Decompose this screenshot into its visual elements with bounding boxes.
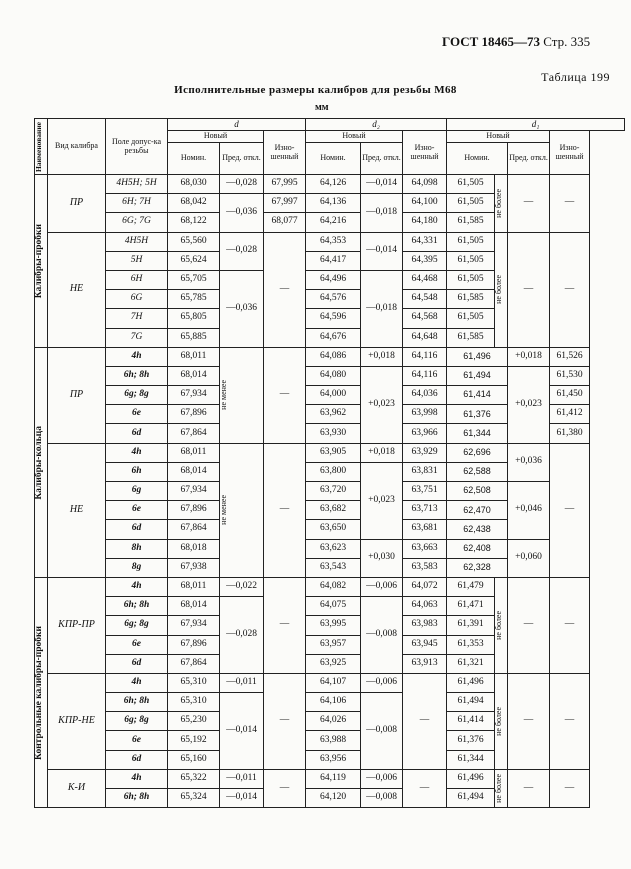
- d2-nom-cell: 63,988: [306, 731, 361, 750]
- limit-note: не более: [495, 577, 508, 673]
- d-nom-cell: 68,018: [168, 539, 220, 558]
- d-worn-cell: —: [264, 769, 306, 807]
- d1-nom-cell: 61,585: [447, 328, 495, 347]
- tolerance-cell: 6g; 8g: [106, 712, 168, 731]
- d-nom-cell: 68,011: [168, 443, 220, 462]
- d1-nom-cell: 61,505: [447, 194, 495, 213]
- gauge-kind: НЕ: [48, 443, 106, 577]
- d2-nom-cell: 64,026: [306, 712, 361, 731]
- d1-tol-cell: +0,018: [508, 347, 550, 366]
- d-nom-cell: 65,885: [168, 328, 220, 347]
- gauge-kind: КПР-ПР: [48, 577, 106, 673]
- d1-nom-cell: 61,496: [447, 769, 495, 788]
- d2-worn-cell: 64,568: [403, 309, 447, 328]
- col-d-header: d: [168, 119, 306, 131]
- d2-tol-cell: —0,018: [361, 194, 403, 232]
- tolerance-cell: 6d: [106, 654, 168, 673]
- d-nom-cell: 67,864: [168, 520, 220, 539]
- d2-worn-cell: 63,713: [403, 501, 447, 520]
- d2-nom-cell: 63,957: [306, 635, 361, 654]
- d1-nom-cell: 61,494: [447, 693, 495, 712]
- d-nom-cell: 68,030: [168, 175, 220, 194]
- d1-tol-cell: +0,036: [508, 443, 550, 481]
- d1-worn-header: Изно-шенный: [550, 131, 590, 175]
- d-tol-cell: —0,028: [220, 597, 264, 674]
- limit-note: не менее: [220, 347, 264, 443]
- d-nom-cell: 65,324: [168, 789, 220, 808]
- tolerance-cell: 6G: [106, 290, 168, 309]
- tolerance-cell: 6d: [106, 424, 168, 443]
- tolerance-cell: 8g: [106, 558, 168, 577]
- d2-worn-cell: 64,468: [403, 270, 447, 289]
- d2-tol-cell: —0,014: [361, 175, 403, 194]
- d2-tol-cell: —0,008: [361, 789, 403, 808]
- d2-tol-cell: —0,006: [361, 673, 403, 692]
- d2-worn-cell: —: [403, 769, 447, 807]
- table-row: [35, 539, 625, 558]
- limit-note: не более: [495, 232, 508, 347]
- d2-tol-cell: +0,018: [361, 443, 403, 462]
- tolerance-cell: 5H: [106, 251, 168, 270]
- d2-worn-cell: —: [403, 673, 447, 769]
- d2-nom-cell: 64,080: [306, 366, 361, 385]
- d1-tol-cell: —: [508, 175, 550, 233]
- d1-nom-cell: 61,505: [447, 232, 495, 251]
- d2-worn-cell: 63,929: [403, 443, 447, 462]
- d-nom-cell: 68,014: [168, 597, 220, 616]
- d-tol-cell: —0,022: [220, 577, 264, 596]
- d-nom-cell: 67,896: [168, 405, 220, 424]
- d2-nom-cell: 64,000: [306, 386, 361, 405]
- d1-nom-cell: 61,471: [447, 597, 495, 616]
- d2-worn-cell: 64,548: [403, 290, 447, 309]
- d2-worn-cell: 63,831: [403, 462, 447, 481]
- d2-worn-cell: 63,751: [403, 482, 447, 501]
- d-nom-cell: 65,310: [168, 673, 220, 692]
- d2-tol-header: Пред. откл.: [361, 143, 403, 175]
- d2-nom-cell: 63,800: [306, 462, 361, 481]
- d1-nom-cell: 62,508: [447, 482, 508, 501]
- d-tol-cell: —0,036: [220, 270, 264, 347]
- d2-worn-cell: 63,913: [403, 654, 447, 673]
- d1-nom-cell: 61,321: [447, 654, 495, 673]
- d2-nom-cell: 64,136: [306, 194, 361, 213]
- tolerance-cell: 6g: [106, 482, 168, 501]
- tolerance-cell: 6h: [106, 462, 168, 481]
- d2-nom-cell: 63,720: [306, 482, 361, 501]
- group-label: Контрольные калибры-пробки: [35, 577, 48, 807]
- d1-worn-cell: —: [550, 175, 590, 233]
- table-row: [35, 366, 625, 385]
- d2-nom-cell: 63,962: [306, 405, 361, 424]
- d-tol-cell: —0,028: [220, 175, 264, 194]
- tolerance-cell: 4h: [106, 769, 168, 788]
- gauge-kind: ПР: [48, 347, 106, 443]
- d1-nom-header: Номин.: [447, 143, 508, 175]
- d1-nom-cell: 61,344: [447, 424, 508, 443]
- d1-nom-cell: 61,496: [447, 673, 495, 692]
- tolerance-cell: 4h: [106, 443, 168, 462]
- d1-worn-cell: 61,412: [550, 405, 590, 424]
- d2-nom-cell: 64,086: [306, 347, 361, 366]
- d1-worn-cell: —: [550, 232, 590, 347]
- d1-worn-cell: 61,526: [550, 347, 590, 366]
- tolerance-cell: 4h: [106, 577, 168, 596]
- tolerance-cell: 6H: [106, 270, 168, 289]
- d1-nom-cell: 62,588: [447, 462, 508, 481]
- d2-nom-cell: 64,676: [306, 328, 361, 347]
- d-nom-cell: 65,192: [168, 731, 220, 750]
- d1-nom-cell: 61,585: [447, 213, 495, 232]
- d2-nom-cell: 63,650: [306, 520, 361, 539]
- gost-number: ГОСТ 18465—73: [442, 34, 541, 49]
- d1-nom-cell: 61,414: [447, 386, 508, 405]
- d1-nom-cell: 62,408: [447, 539, 508, 558]
- d2-worn-cell: 64,116: [403, 366, 447, 385]
- d-nom-cell: 65,624: [168, 251, 220, 270]
- d-nom-cell: 67,896: [168, 635, 220, 654]
- d-worn-cell: 68,077: [264, 213, 306, 232]
- d-nom-cell: 68,042: [168, 194, 220, 213]
- tolerance-cell: 6g; 8g: [106, 616, 168, 635]
- tolerance-cell: 4h: [106, 673, 168, 692]
- tolerance-cell: 7G: [106, 328, 168, 347]
- d-nom-cell: 65,160: [168, 750, 220, 769]
- units-label: мм: [315, 102, 329, 113]
- table-row: [35, 232, 625, 251]
- tolerance-cell: 6h; 8h: [106, 366, 168, 385]
- d2-worn-cell: 63,966: [403, 424, 447, 443]
- d2-tol-cell: —0,006: [361, 577, 403, 596]
- d1-nom-cell: 61,505: [447, 175, 495, 194]
- d-worn-cell: —: [264, 443, 306, 577]
- d2-tol-cell: —0,008: [361, 597, 403, 674]
- d-nom-cell: 67,864: [168, 424, 220, 443]
- d1-worn-cell: —: [550, 443, 590, 577]
- d2-tol-cell: +0,023: [361, 366, 403, 443]
- tolerance-cell: 6e: [106, 731, 168, 750]
- d2-nom-cell: 63,956: [306, 750, 361, 769]
- d2-tol-cell: +0,023: [361, 462, 403, 539]
- d-nom-cell: 68,122: [168, 213, 220, 232]
- d-nom-cell: 65,785: [168, 290, 220, 309]
- d1-nom-cell: 61,344: [447, 750, 495, 769]
- group-label: Калибры-кольца: [35, 347, 48, 577]
- gauge-dimensions-table: [34, 118, 625, 808]
- d2-nom-cell: 64,576: [306, 290, 361, 309]
- d2-nom-cell: 63,925: [306, 654, 361, 673]
- d1-tol-cell: —: [508, 673, 550, 769]
- d1-nom-cell: 61,479: [447, 577, 495, 596]
- d1-nom-cell: 61,505: [447, 309, 495, 328]
- d2-worn-cell: 63,945: [403, 635, 447, 654]
- d2-worn-cell: 64,063: [403, 597, 447, 616]
- d-tol-cell: —0,036: [220, 194, 264, 232]
- gauge-kind: ПР: [48, 175, 106, 233]
- d-nom-cell: 67,938: [168, 558, 220, 577]
- gauge-kind: НЕ: [48, 232, 106, 347]
- tolerance-cell: 7H: [106, 309, 168, 328]
- tolerance-cell: 4h: [106, 347, 168, 366]
- d-worn-cell: —: [264, 232, 306, 347]
- d1-nom-cell: 61,505: [447, 251, 495, 270]
- d-nom-cell: 65,560: [168, 232, 220, 251]
- table-number: Таблица 199: [541, 70, 610, 84]
- d2-worn-cell: 63,681: [403, 520, 447, 539]
- d2-tol-cell: —0,018: [361, 270, 403, 347]
- d2-nom-cell: 64,596: [306, 309, 361, 328]
- d1-tol-cell: —: [508, 769, 550, 807]
- d2-nom-cell: 63,543: [306, 558, 361, 577]
- d-nom-cell: 68,011: [168, 577, 220, 596]
- tolerance-cell: 4H5H; 5H: [106, 175, 168, 194]
- d2-nom-cell: 64,353: [306, 232, 361, 251]
- d-tol-cell: —0,014: [220, 789, 264, 808]
- d-tol-cell: —0,011: [220, 673, 264, 692]
- d2-new-header: Новый: [306, 131, 403, 143]
- tolerance-cell: 4H5H: [106, 232, 168, 251]
- d-nom-cell: 65,322: [168, 769, 220, 788]
- d2-worn-cell: 63,663: [403, 539, 447, 558]
- d-nom-cell: 65,230: [168, 712, 220, 731]
- d-nom-cell: 68,011: [168, 347, 220, 366]
- d1-nom-cell: 61,494: [447, 789, 495, 808]
- table-body: [35, 175, 625, 808]
- d1-nom-cell: 62,438: [447, 520, 508, 539]
- limit-note: не более: [495, 673, 508, 769]
- tolerance-cell: 6e: [106, 405, 168, 424]
- page-number: Стр. 335: [543, 34, 591, 49]
- d1-worn-cell: —: [550, 673, 590, 769]
- d1-nom-cell: 61,376: [447, 731, 495, 750]
- d1-worn-cell: 61,530: [550, 366, 590, 385]
- d2-worn-cell: 63,983: [403, 616, 447, 635]
- d2-worn-cell: 64,648: [403, 328, 447, 347]
- page-header: [442, 34, 590, 50]
- d1-nom-cell: 61,391: [447, 616, 495, 635]
- col-d1-header: d₁: [447, 119, 625, 131]
- d1-nom-cell: 61,414: [447, 712, 495, 731]
- d1-tol-cell: —: [508, 232, 550, 347]
- d2-nom-cell: 64,075: [306, 597, 361, 616]
- tolerance-cell: 6h; 8h: [106, 789, 168, 808]
- d-nom-cell: 67,934: [168, 616, 220, 635]
- d1-nom-cell: 61,505: [447, 270, 495, 289]
- d2-nom-cell: 64,417: [306, 251, 361, 270]
- d2-nom-cell: 64,126: [306, 175, 361, 194]
- d-nom-cell: 67,864: [168, 654, 220, 673]
- table-row: [35, 175, 625, 194]
- d2-tol-cell: +0,030: [361, 539, 403, 577]
- d1-tol-cell: —: [508, 577, 550, 673]
- d2-nom-cell: 63,682: [306, 501, 361, 520]
- d-worn-cell: 67,997: [264, 194, 306, 213]
- d-worn-cell: 67,995: [264, 175, 306, 194]
- tolerance-cell: 6H; 7H: [106, 194, 168, 213]
- d2-nom-cell: 64,082: [306, 577, 361, 596]
- table-row: [35, 673, 625, 692]
- d1-nom-cell: 62,696: [447, 443, 508, 462]
- d1-worn-cell: 61,380: [550, 424, 590, 443]
- d2-nom-header: Номин.: [306, 143, 361, 175]
- col-name-header: Наименование: [35, 119, 48, 175]
- table-row: [35, 769, 625, 788]
- d1-nom-cell: 61,376: [447, 405, 508, 424]
- d2-nom-cell: 63,905: [306, 443, 361, 462]
- d2-tol-cell: —0,006: [361, 769, 403, 788]
- d2-worn-cell: 64,036: [403, 386, 447, 405]
- d1-worn-cell: —: [550, 769, 590, 807]
- d2-nom-cell: 63,623: [306, 539, 361, 558]
- d2-worn-cell: 64,072: [403, 577, 447, 596]
- col-tolerance-header: Поле допус-ка резьбы: [106, 119, 168, 175]
- d1-new-header: Новый: [447, 131, 550, 143]
- tolerance-cell: 6e: [106, 635, 168, 654]
- d-nom-cell: 65,310: [168, 693, 220, 712]
- d-nom-cell: 65,805: [168, 309, 220, 328]
- d2-tol-cell: —0,008: [361, 693, 403, 770]
- d2-nom-cell: 64,107: [306, 673, 361, 692]
- d1-nom-cell: 61,496: [447, 347, 508, 366]
- d2-worn-cell: 64,395: [403, 251, 447, 270]
- d-worn-cell: —: [264, 347, 306, 443]
- d1-nom-cell: 61,585: [447, 290, 495, 309]
- gauge-kind: К-И: [48, 769, 106, 807]
- tolerance-cell: 6g; 8g: [106, 386, 168, 405]
- d-worn-cell: —: [264, 673, 306, 769]
- d1-worn-cell: —: [550, 577, 590, 673]
- d2-nom-cell: 64,216: [306, 213, 361, 232]
- d1-nom-cell: 62,470: [447, 501, 508, 520]
- d2-worn-cell: 63,998: [403, 405, 447, 424]
- d-tol-cell: —0,011: [220, 769, 264, 788]
- d2-nom-cell: 63,995: [306, 616, 361, 635]
- d-nom-cell: 67,934: [168, 482, 220, 501]
- tolerance-cell: 6G; 7G: [106, 213, 168, 232]
- d2-worn-cell: 63,583: [403, 558, 447, 577]
- limit-note: не менее: [220, 443, 264, 577]
- d-nom-cell: 68,014: [168, 462, 220, 481]
- d1-worn-cell: 61,450: [550, 386, 590, 405]
- d1-tol-cell: +0,046: [508, 482, 550, 540]
- d-nom-cell: 67,934: [168, 386, 220, 405]
- col-kind-header: Вид калибра: [48, 119, 106, 175]
- d-tol-cell: —0,028: [220, 232, 264, 270]
- d-nom-header: Номин.: [168, 143, 220, 175]
- tolerance-cell: 6h; 8h: [106, 693, 168, 712]
- d2-worn-cell: 64,116: [403, 347, 447, 366]
- d2-tol-cell: —0,014: [361, 232, 403, 270]
- d-tol-header: Пред. откл.: [220, 143, 264, 175]
- tolerance-cell: 6h; 8h: [106, 597, 168, 616]
- limit-note: не более: [495, 175, 508, 233]
- d1-nom-cell: 61,494: [447, 366, 508, 385]
- group-label: Калибры-пробки: [35, 175, 48, 348]
- d1-tol-cell: +0,060: [508, 539, 550, 577]
- d-new-header: Новый: [168, 131, 264, 143]
- d2-nom-cell: 64,106: [306, 693, 361, 712]
- table-row: [35, 443, 625, 462]
- d2-nom-cell: 64,120: [306, 789, 361, 808]
- gauge-kind: КПР-НЕ: [48, 673, 106, 769]
- col-d2-header: d₂: [306, 119, 447, 131]
- tolerance-cell: 6d: [106, 520, 168, 539]
- table-title: Исполнительные размеры калибров для резьбы М68: [174, 84, 457, 96]
- d-nom-cell: 67,896: [168, 501, 220, 520]
- d-worn-header: Изно-шенный: [264, 131, 306, 175]
- d2-nom-cell: 63,930: [306, 424, 361, 443]
- d-worn-cell: —: [264, 577, 306, 673]
- d2-tol-cell: +0,018: [361, 347, 403, 366]
- table-row: [35, 577, 625, 596]
- d2-worn-cell: 64,098: [403, 175, 447, 194]
- table-row: [35, 347, 625, 366]
- d2-worn-cell: 64,331: [403, 232, 447, 251]
- d1-tol-header: Пред. откл.: [508, 143, 550, 175]
- tolerance-cell: 6e: [106, 501, 168, 520]
- d2-worn-cell: 64,100: [403, 194, 447, 213]
- d2-nom-cell: 64,119: [306, 769, 361, 788]
- tolerance-cell: 8h: [106, 539, 168, 558]
- d-tol-cell: —0,014: [220, 693, 264, 770]
- d-nom-cell: 68,014: [168, 366, 220, 385]
- d-nom-cell: 65,705: [168, 270, 220, 289]
- d1-tol-cell: +0,023: [508, 366, 550, 443]
- d1-nom-cell: 61,353: [447, 635, 495, 654]
- d2-worn-header: Изно-шенный: [403, 131, 447, 175]
- tolerance-cell: 6d: [106, 750, 168, 769]
- d2-nom-cell: 64,496: [306, 270, 361, 289]
- limit-note: не более: [495, 769, 508, 807]
- table-row: [35, 482, 625, 501]
- d2-worn-cell: 64,180: [403, 213, 447, 232]
- d1-nom-cell: 62,328: [447, 558, 508, 577]
